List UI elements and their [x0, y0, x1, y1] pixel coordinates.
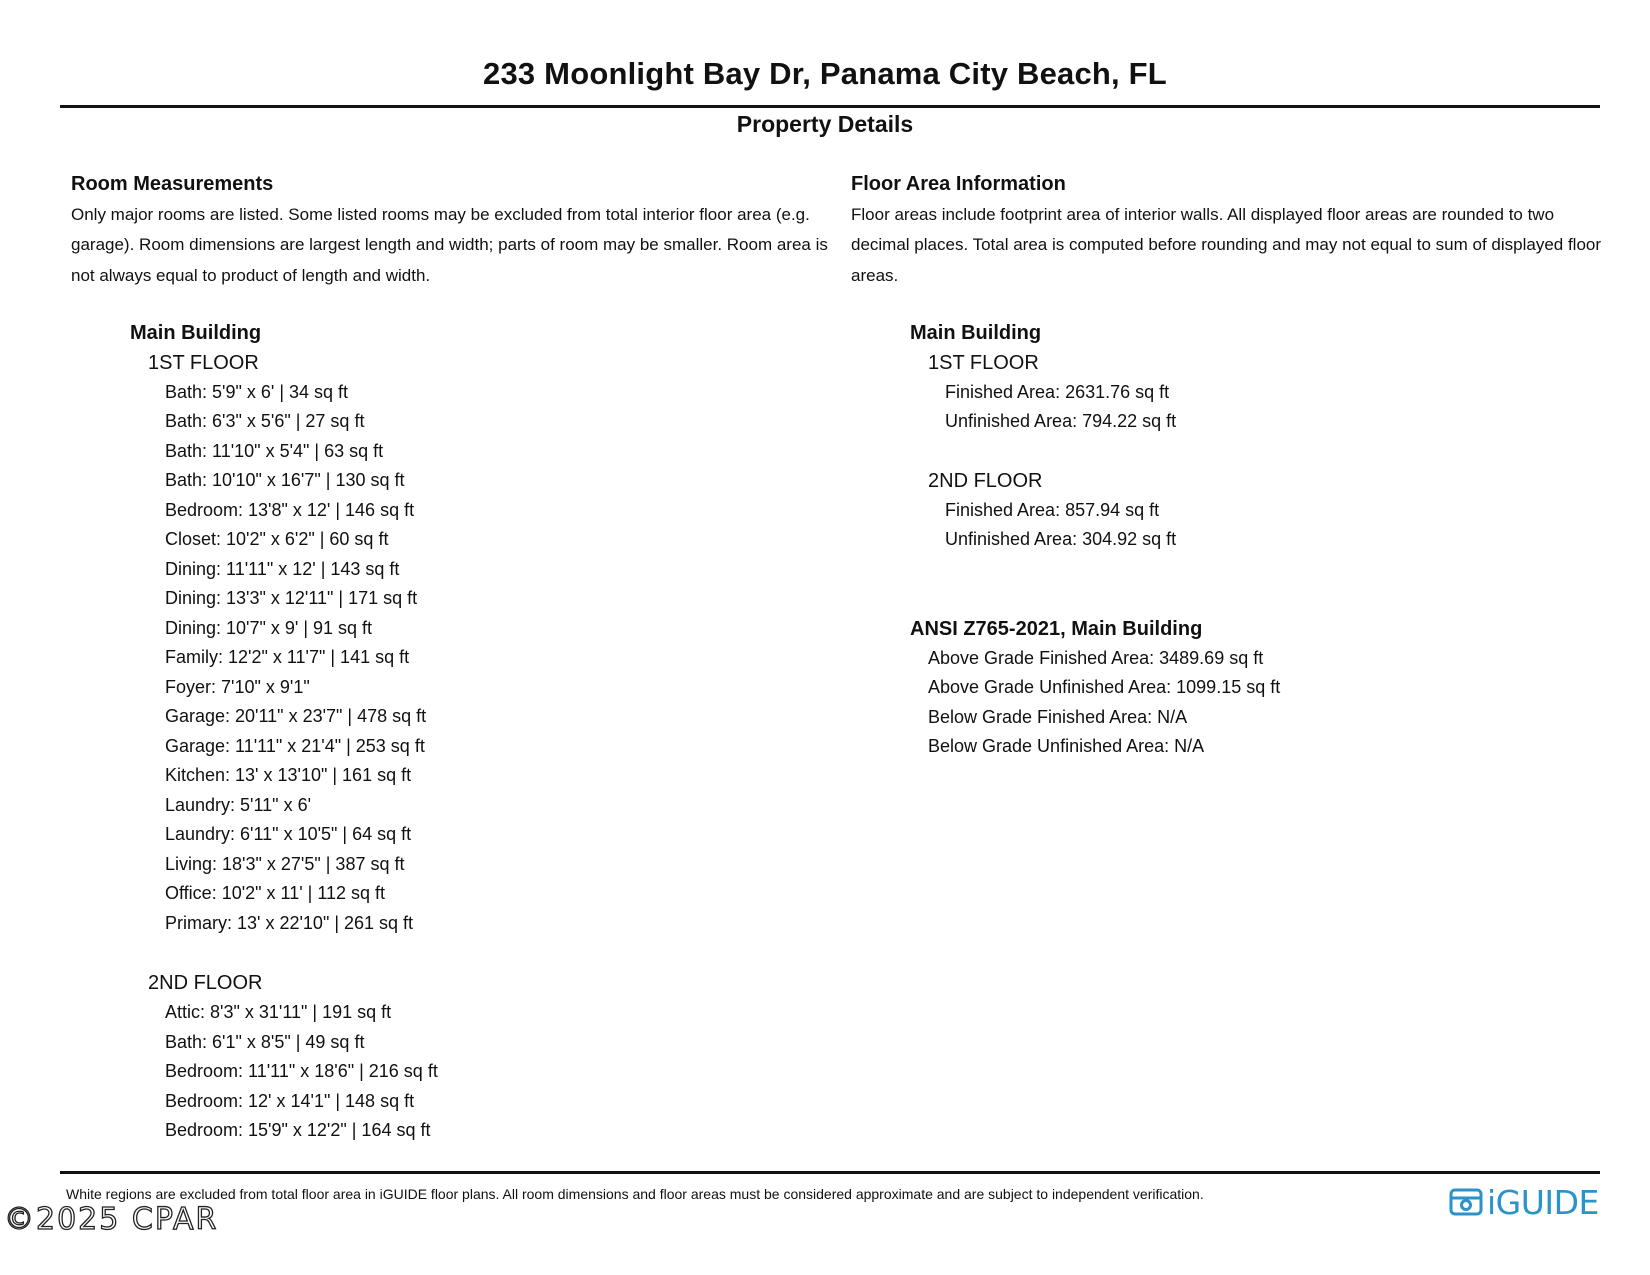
unfinished-area: Unfinished Area: 794.22 sq ft — [945, 411, 1177, 432]
room-item: Bedroom: 13'8" x 12' | 146 sq ft — [165, 499, 415, 520]
room-item: Bedroom: 15'9" x 12'2" | 164 sq ft — [165, 1120, 431, 1141]
room-item: Family: 12'2" x 11'7" | 141 sq ft — [165, 647, 410, 668]
room-item: Bedroom: 12' x 14'1" | 148 sq ft — [165, 1090, 415, 1111]
room-measurements-section — [71, 170, 831, 1146]
floor-heading: 1ST FLOOR — [928, 351, 1039, 374]
floor-heading: 1ST FLOOR — [148, 351, 259, 374]
room-measurements-heading: Room Measurements — [71, 173, 274, 195]
room-item: Dining: 10'7" x 9' | 91 sq ft — [165, 617, 373, 638]
ansi-heading: ANSI Z765-2021, Main Building — [910, 617, 1203, 640]
footer-divider — [60, 1171, 1600, 1174]
ansi-item: Above Grade Unfinished Area: 1099.15 sq ft — [928, 677, 1281, 698]
room-item: Bath: 6'3" x 5'6" | 27 sq ft — [165, 411, 365, 432]
room-item: Laundry: 5'11" x 6' — [165, 794, 312, 815]
floor-area-section — [851, 170, 1611, 762]
room-item: Bath: 10'10" x 16'7" | 130 sq ft — [165, 470, 405, 491]
room-item: Foyer: 7'10" x 9'1" — [165, 676, 310, 697]
room-item: Bath: 11'10" x 5'4" | 63 sq ft — [165, 440, 384, 461]
room-item: Kitchen: 13' x 13'10" | 161 sq ft — [165, 765, 412, 786]
finished-area: Finished Area: 857.94 sq ft — [945, 499, 1160, 520]
room-list-1st-floor — [71, 378, 831, 939]
ansi-item: Below Grade Unfinished Area: N/A — [928, 736, 1205, 757]
room-item: Primary: 13' x 22'10" | 261 sq ft — [165, 912, 414, 933]
room-list-2nd-floor — [71, 998, 831, 1146]
floor-area-heading: Floor Area Information — [851, 173, 1066, 195]
floor-heading: 2ND FLOOR — [148, 972, 263, 995]
finished-area: Finished Area: 2631.76 sq ft — [945, 381, 1170, 402]
room-item: Bedroom: 11'11" x 18'6" | 216 sq ft — [165, 1061, 438, 1082]
unfinished-area: Unfinished Area: 304.92 sq ft — [945, 529, 1177, 550]
room-item: Closet: 10'2" x 6'2" | 60 sq ft — [165, 529, 389, 550]
room-item: Bath: 6'1" x 8'5" | 49 sq ft — [165, 1031, 365, 1052]
page-title: 233 Moonlight Bay Dr, Panama City Beach, FL — [483, 56, 1167, 91]
floor-area-description: Floor areas include footprint area of interior walls. All displayed floor areas are rounded to two decimal places. Total area is computed before rounding and may not equal to sum of displayed floor areas. — [851, 205, 1602, 285]
room-item: Bath: 5'9" x 6' | 34 sq ft — [165, 381, 349, 402]
room-item: Dining: 13'3" x 12'11" | 171 sq ft — [165, 588, 418, 609]
ansi-item: Below Grade Finished Area: N/A — [928, 706, 1188, 727]
floor-area-building: Main Building — [910, 321, 1042, 344]
floor-heading: 2ND FLOOR — [928, 469, 1043, 492]
header-divider — [60, 105, 1600, 108]
iguide-logo — [1449, 1180, 1599, 1224]
copyright-watermark: ©2025 CPAR — [4, 1202, 219, 1237]
footer-note: White regions are excluded from total floor area in iGUIDE floor plans. All room dimensions and floor areas must be considered approximate and are subject to independent verification. — [66, 1186, 1204, 1202]
iguide-logo-text: iGUIDE — [1487, 1182, 1599, 1222]
room-item: Dining: 11'11" x 12' | 143 sq ft — [165, 558, 400, 579]
room-item: Laundry: 6'11" x 10'5" | 64 sq ft — [165, 824, 412, 845]
room-measurements-description: Only major rooms are listed. Some listed rooms may be excluded from total interior floor area (e.g. garage). Room dimensions are largest length and width; parts of room may be smaller. Room area is not always equal to product of length and width. — [71, 205, 828, 285]
room-item: Garage: 20'11" x 23'7" | 478 sq ft — [165, 706, 427, 727]
room-measurements-building: Main Building — [130, 321, 262, 344]
iguide-camera-icon — [1449, 1187, 1483, 1217]
room-item: Garage: 11'11" x 21'4" | 253 sq ft — [165, 735, 425, 756]
ansi-item: Above Grade Finished Area: 3489.69 sq ft — [928, 647, 1264, 668]
room-item: Office: 10'2" x 11' | 112 sq ft — [165, 883, 386, 904]
room-item: Living: 18'3" x 27'5" | 387 sq ft — [165, 853, 405, 874]
page-subtitle: Property Details — [736, 111, 914, 137]
room-item: Attic: 8'3" x 31'11" | 191 sq ft — [165, 1002, 392, 1023]
